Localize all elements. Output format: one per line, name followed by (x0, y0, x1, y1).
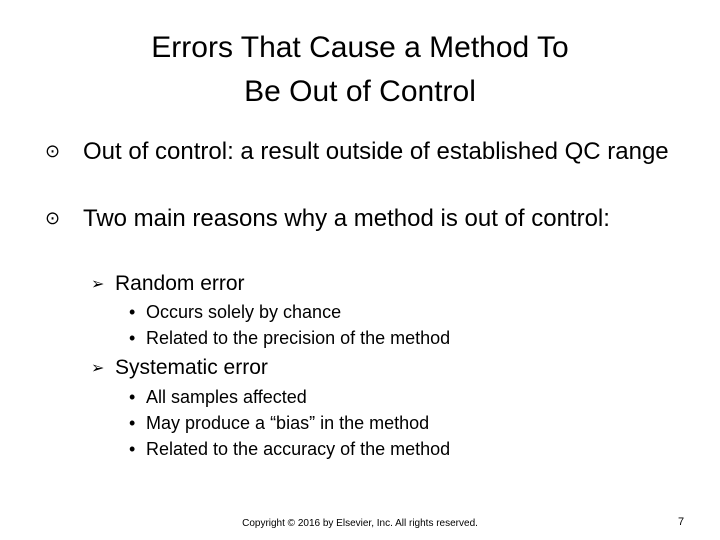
detail-bullet (129, 436, 451, 462)
title-line-1: Errors That Cause a Method To (151, 31, 569, 64)
bullet-1-text: Out of control: a result outside of established QC range (83, 138, 669, 165)
detail-bullet-text: Occurs solely by chance (146, 302, 342, 322)
detail-bullet-text: All samples affected (146, 387, 307, 407)
sub-bullet-systematic-error (91, 355, 268, 381)
detail-bullet-text: Related to the precision of the method (146, 328, 451, 348)
detail-bullet (129, 410, 430, 436)
sub-bullet-text: Random error (115, 272, 245, 295)
arrow-bullet-icon: ➢ (91, 274, 105, 293)
dot-bullet-icon: • (129, 302, 136, 322)
detail-bullet (129, 384, 307, 410)
dot-bullet-icon: • (129, 439, 136, 459)
slide-title (60, 26, 660, 114)
bullet-marker-icon: ⊙ (45, 208, 61, 229)
title-line-2: Be Out of Control (244, 75, 476, 108)
page-number: 7 (678, 516, 685, 528)
detail-bullet-text: May produce a “bias” in the method (146, 413, 430, 433)
dot-bullet-icon: • (129, 328, 136, 348)
dot-bullet-icon: • (129, 413, 136, 433)
bullet-1 (45, 138, 683, 166)
detail-bullet-text: Related to the accuracy of the method (146, 439, 451, 459)
copyright-footer: Copyright © 2016 by Elsevier, Inc. All rights reserved. (242, 518, 478, 529)
sub-bullet-text: Systematic error (115, 356, 268, 379)
bullet-2-text: Two main reasons why a method is out of control: (83, 205, 610, 232)
detail-bullet (129, 299, 342, 325)
sub-bullet-random-error (91, 271, 245, 297)
arrow-bullet-icon: ➢ (91, 358, 105, 377)
dot-bullet-icon: • (129, 387, 136, 407)
bullet-2 (45, 205, 683, 233)
bullet-marker-icon: ⊙ (45, 141, 61, 162)
detail-bullet (129, 325, 451, 351)
